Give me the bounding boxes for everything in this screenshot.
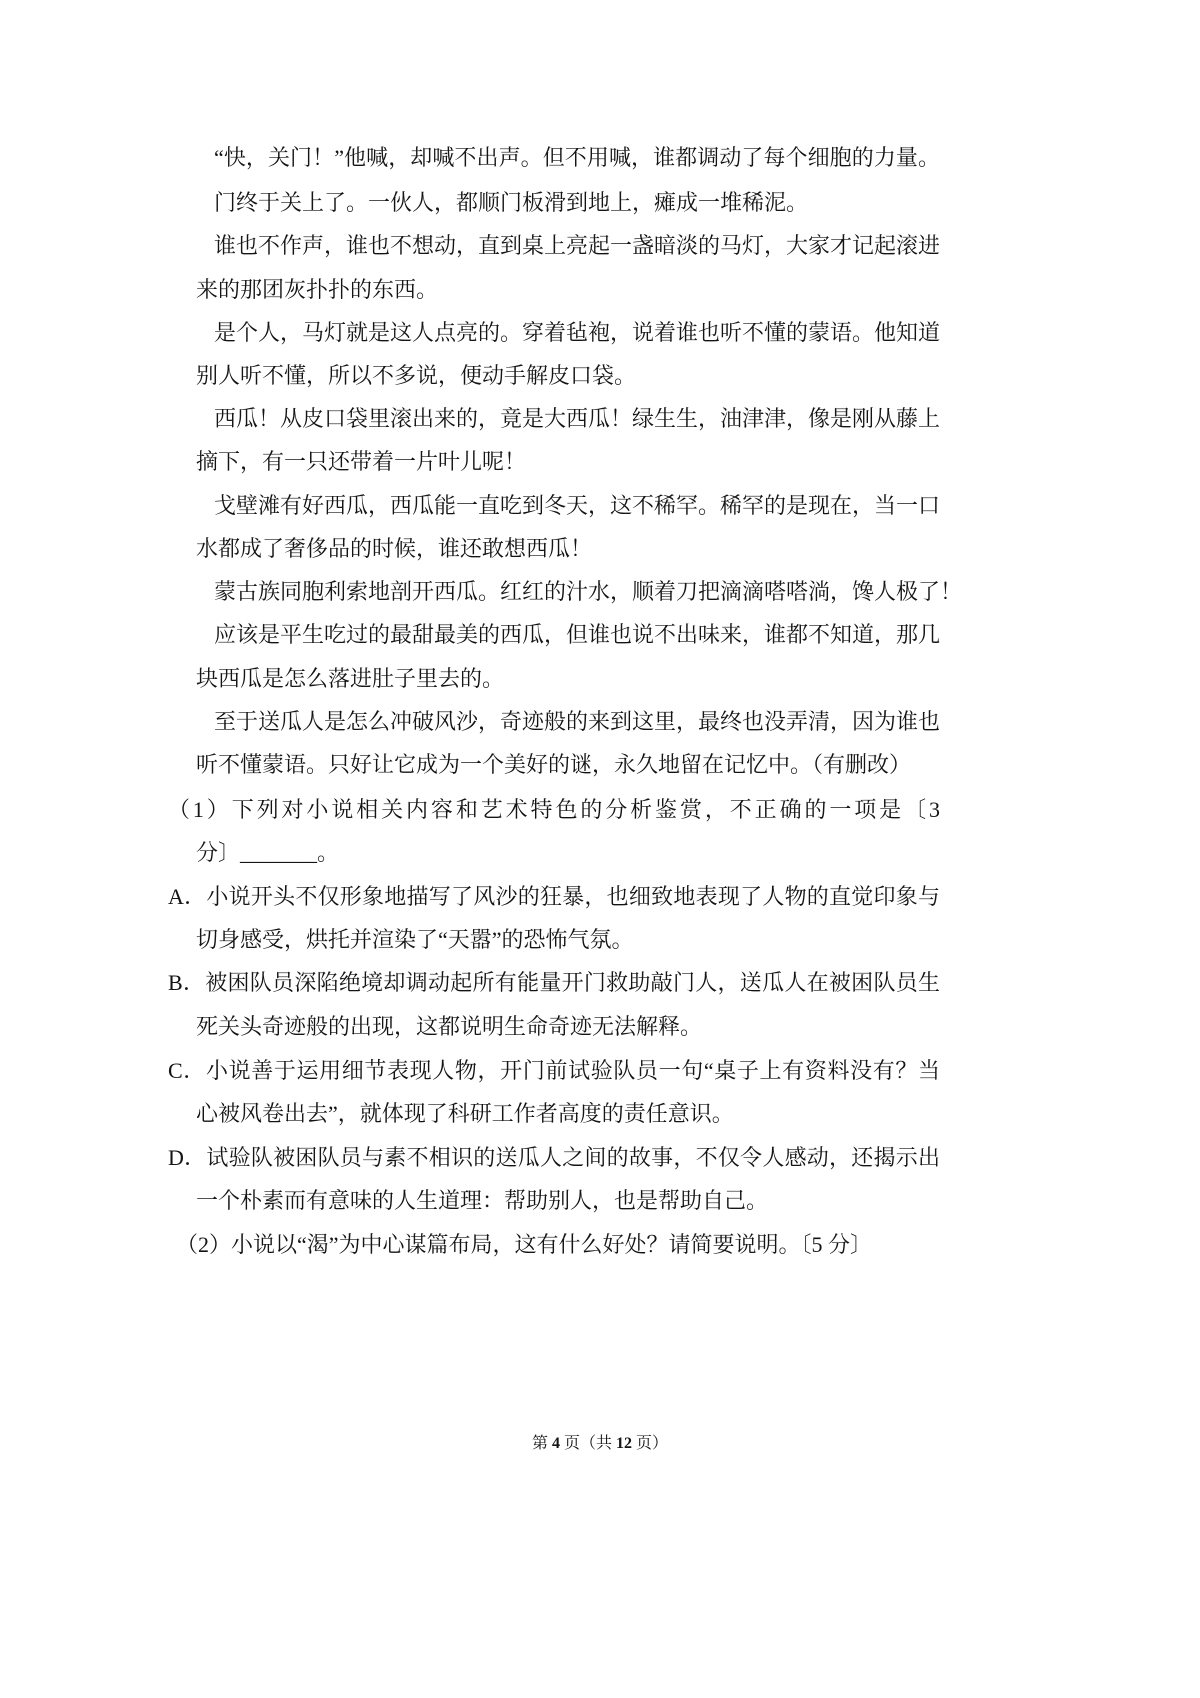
option-a <box>168 882 940 912</box>
option-label: C． <box>168 1058 206 1083</box>
option-text: 试验队被困队员与素不相识的送瓜人之间的故事，不仅令人感动，还揭示出 <box>206 1145 940 1170</box>
passage-line: 应该是平生吃过的最甜最美的西瓜，但谁也说不出味来，谁都不知道，那几 <box>214 622 941 647</box>
passage-line: 别人听不懂，所以不多说，便动手解皮口袋。 <box>196 363 637 388</box>
option-label: B． <box>168 970 206 995</box>
page-footer <box>0 1431 1200 1457</box>
passage-line: 水都成了奢侈品的时候，谁还敢想西瓜！ <box>196 536 593 561</box>
passage-line: 至于送瓜人是怎么冲破风沙，奇迹般的来到这里，最终也没弄清，因为谁也 <box>214 709 941 734</box>
option-text: 小说开头不仅形象地描写了风沙的狂暴，也细致地表现了人物的直觉印象与 <box>206 884 940 909</box>
page-number: 4 <box>551 1435 560 1452</box>
question-1-answer-blank: 分〕_______。 <box>196 840 340 865</box>
option-b <box>168 968 940 998</box>
passage-line: 是个人，马灯就是这人点亮的。穿着毡袍，说着谁也听不懂的蒙语。他知道 <box>214 320 941 345</box>
option-b-continued: 死关头奇迹般的出现，这都说明生命奇迹无法解释。 <box>196 1014 703 1039</box>
passage-line: 听不懂蒙语。只好让它成为一个美好的谜，永久地留在记忆中。（有删改） <box>196 752 912 777</box>
option-a-continued: 切身感受，烘托并渲染了“天嚣”的恐怖气氛。 <box>196 927 634 952</box>
option-label: D． <box>168 1145 207 1170</box>
option-d-continued: 一个朴素而有意味的人生道理：帮助别人，也是帮助自己。 <box>196 1188 769 1213</box>
question-2: （2）小说以“渴”为中心谋篇布局，这有什么好处？请简要说明。〔5 分〕 <box>176 1232 873 1257</box>
option-label: A． <box>168 884 207 909</box>
option-d <box>168 1143 940 1173</box>
passage-line: 块西瓜是怎么落进肚子里去的。 <box>196 666 505 691</box>
passage-line: 摘下，有一只还带着一片叶儿呢！ <box>196 449 527 474</box>
footer-suffix: 页） <box>636 1435 669 1452</box>
option-c <box>168 1056 940 1086</box>
footer-prefix: 第 <box>531 1435 548 1452</box>
footer-middle: 页（共 <box>563 1435 612 1452</box>
passage-line: 来的那团灰扑扑的东西。 <box>196 277 439 302</box>
passage-line: 门终于关上了。一伙人，都顺门板滑到地上，瘫成一堆稀泥。 <box>214 190 809 215</box>
question-1-stem: （1）下列对小说相关内容和艺术特色的分析鉴赏，不正确的一项是〔3 <box>168 797 940 822</box>
option-c-continued: 心被风卷出去”，就体现了科研工作者高度的责任意识。 <box>196 1101 734 1126</box>
option-text: 小说善于运用细节表现人物，开门前试验队员一句“桌子上有资料没有？当 <box>205 1058 940 1083</box>
option-text: 被困队员深陷绝境却调动起所有能量开门救助敲门人，送瓜人在被困队员生 <box>205 970 940 995</box>
passage-line: “快，关门！”他喊，却喊不出声。但不用喊，谁都调动了每个细胞的力量。 <box>214 145 940 170</box>
passage-line: 戈壁滩有好西瓜，西瓜能一直吃到冬天，这不稀罕。稀罕的是现在，当一口 <box>214 493 941 518</box>
total-pages: 12 <box>616 1435 632 1452</box>
passage-line: 西瓜！从皮口袋里滚出来的，竟是大西瓜！绿生生，油津津，像是刚从藤上 <box>214 406 941 431</box>
passage-line: 蒙古族同胞利索地剖开西瓜。红红的汁水，顺着刀把滴滴嗒嗒淌，馋人极了！ <box>214 579 963 604</box>
passage-line: 谁也不作声，谁也不想动，直到桌上亮起一盏暗淡的马灯，大家才记起滚进 <box>214 233 941 258</box>
